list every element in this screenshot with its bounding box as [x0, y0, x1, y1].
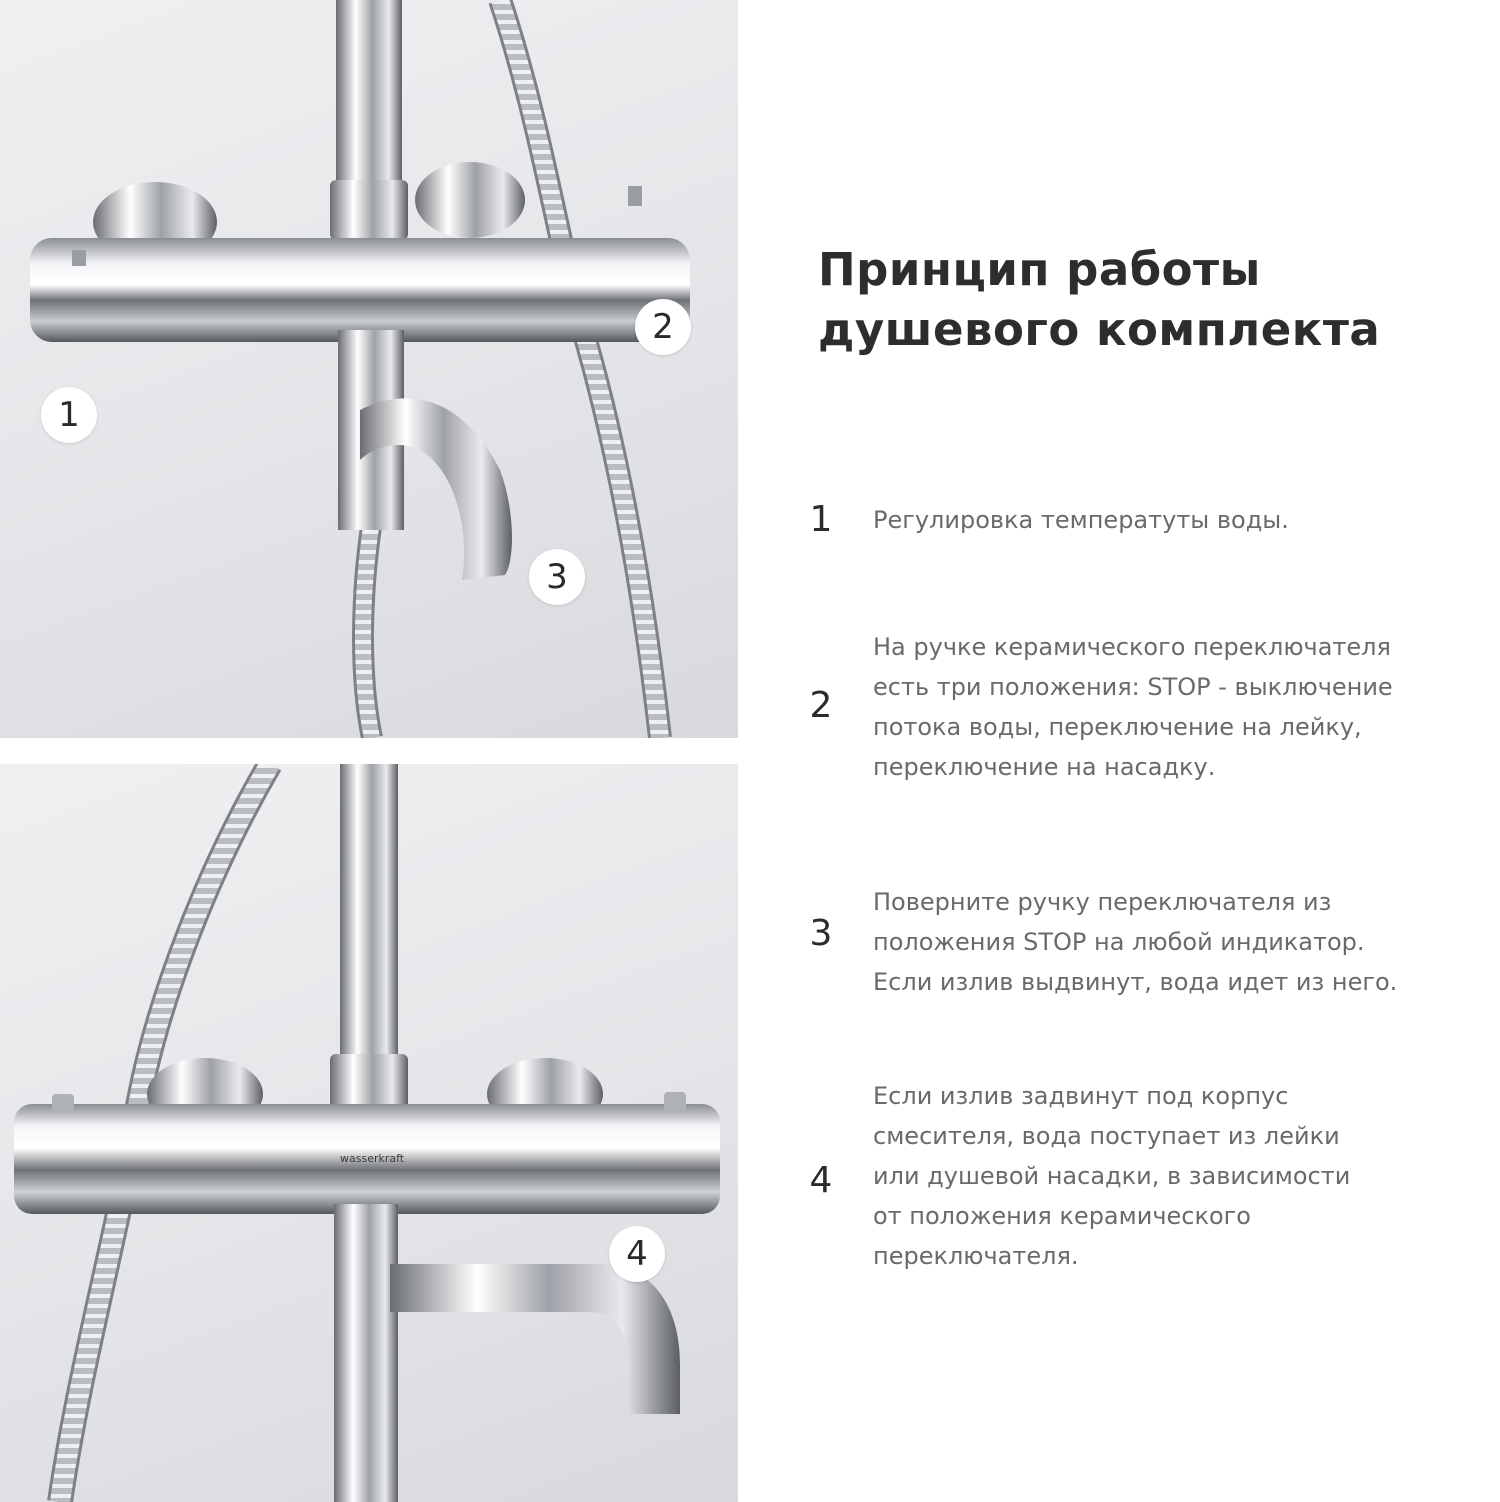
step-4-text: Если излив задвинут под корпус смесителя, вода поступает из лейки или душевой насадки, в зависимости от положения керамического переключателя. [873, 1082, 1351, 1270]
photo-mixer-top [0, 0, 738, 738]
photo-mixer-bottom [0, 764, 738, 1502]
step-3-number: 3 [809, 913, 833, 954]
mixer-illustration-top [0, 0, 738, 738]
step-3-text: Поверните ручку переключателя из положения STOP на любой индикатор. Если излив выдвинут, вода идет из него. [873, 888, 1398, 996]
step-2-number: 2 [809, 685, 833, 726]
step-1-text: Регулировка температуты воды. [873, 506, 1289, 534]
step-2-text: На ручке керамического переключателя есть три положения: STOP - выключение потока воды, переключение на лейку, переключение на насадку. [873, 633, 1393, 781]
marker-4: 4 [609, 1226, 665, 1282]
page-title-text: Принцип работы душевого комплекта [818, 243, 1381, 356]
mixer-illustration-bottom [0, 764, 738, 1502]
page-title [818, 240, 1458, 360]
step-1-number: 1 [809, 499, 833, 540]
brand-logo: wasserkraft [340, 1152, 405, 1165]
marker-2: 2 [635, 299, 691, 355]
marker-1: 1 [41, 387, 97, 443]
step-4-number: 4 [809, 1160, 833, 1201]
marker-3: 3 [529, 549, 585, 605]
